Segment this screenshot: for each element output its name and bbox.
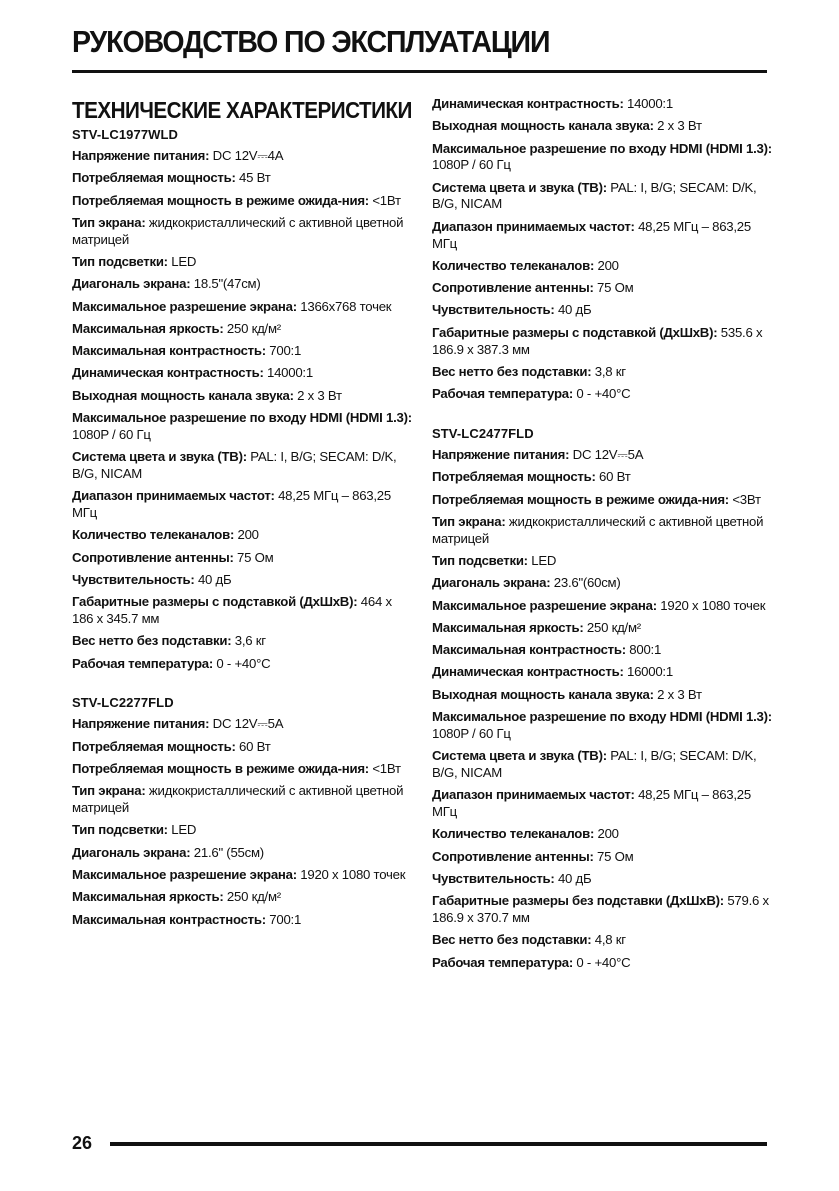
spec-value: DC 12V⎓5A — [209, 716, 284, 732]
spec-label: Максимальное разрешение экрана: — [72, 867, 297, 882]
spec-label: Диапазон принимаемых частот: — [432, 218, 635, 234]
spec-value: LED — [527, 552, 557, 568]
spec-row — [432, 514, 772, 548]
spec-row — [432, 469, 772, 486]
spec-value: жидкокристаллический с активной цветной матрицей — [72, 214, 404, 247]
header-divider — [72, 70, 767, 73]
spec-label: Выходная мощность канала звука: — [72, 387, 294, 403]
spec-value: 40 дБ — [554, 302, 592, 318]
spec-row — [432, 302, 772, 319]
spec-value: 1080P / 60 Гц — [432, 157, 511, 173]
spec-value: 16000:1 — [623, 664, 673, 680]
spec-value: 2 х 3 Вт — [653, 686, 702, 702]
spec-label: Максимальное разрешение по входу HDMI (HDMI 1.3): — [432, 140, 772, 156]
spec-label: Динамическая контрастность: — [72, 365, 264, 381]
spec-value: 60 Вт — [595, 469, 631, 485]
footer-divider — [110, 1142, 767, 1146]
spec-row — [72, 299, 412, 316]
spec-row — [432, 258, 772, 275]
spec-label: Потребляемая мощность в режиме ожида-ния: — [72, 761, 369, 777]
spec-label: Габаритные размеры без подставки (ДхШхВ): — [432, 893, 724, 909]
spec-label: Диапазон принимаемых частот: — [72, 488, 275, 504]
spec-label: Максимальная яркость: — [72, 320, 224, 336]
spec-value: жидкокристаллический с активной цветной матрицей — [432, 513, 764, 546]
right-column — [432, 96, 772, 977]
spec-row — [72, 388, 412, 405]
spec-row — [432, 492, 772, 509]
spec-value: 75 Ом — [593, 848, 634, 864]
spec-value: 21.6" (55см) — [190, 844, 264, 860]
spec-row — [432, 598, 772, 615]
spec-row — [432, 575, 772, 592]
spec-row — [432, 955, 772, 972]
spec-label: Динамическая контрастность: — [432, 664, 624, 680]
spec-row — [72, 912, 412, 929]
spec-label: Габаритные размеры с подставкой (ДхШхВ): — [432, 324, 718, 340]
spec-row — [432, 325, 772, 359]
spec-row — [432, 893, 772, 927]
spec-row — [72, 550, 412, 567]
spec-value: 579.6 x 186.9 x 370.7 мм — [432, 893, 769, 925]
spec-row — [432, 642, 772, 659]
spec-value: 3,8 кг — [591, 363, 626, 379]
spec-label: Рабочая температура: — [72, 655, 213, 671]
spec-label: Максимальное разрешение по входу HDMI (HDMI 1.3): — [72, 410, 412, 426]
spec-value: 1920 x 1080 точек — [296, 867, 406, 882]
spec-list — [432, 447, 772, 971]
spec-row — [72, 449, 412, 483]
spec-row — [432, 664, 772, 681]
spec-label: Сопротивление антенны: — [432, 848, 594, 864]
spec-row — [72, 254, 412, 271]
spec-value: 250 кд/м² — [583, 619, 641, 635]
spec-label: Напряжение питания: — [72, 716, 210, 732]
spec-label: Количество телеканалов: — [432, 257, 595, 273]
spec-value: 45 Вт — [235, 170, 271, 186]
spec-value: 23.6"(60см) — [550, 575, 621, 591]
spec-label: Потребляемая мощность: — [72, 738, 236, 754]
spec-value: 250 кд/м² — [223, 889, 281, 905]
spec-label: Сопротивление антенны: — [72, 549, 234, 565]
spec-row — [432, 118, 772, 135]
spec-row — [72, 867, 412, 884]
spec-row — [432, 141, 772, 175]
spec-label: Тип экрана: — [72, 783, 146, 799]
spec-row — [72, 739, 412, 756]
spec-value: 200 — [234, 527, 259, 543]
spec-row — [72, 488, 412, 522]
spec-value: 40 дБ — [194, 571, 232, 587]
spec-label: Максимальное разрешение по входу HDMI (HDMI 1.3): — [432, 709, 772, 725]
spec-label: Максимальное разрешение экрана: — [72, 298, 297, 314]
spec-label: Максимальная контрастность: — [72, 911, 266, 927]
spec-label: Потребляемая мощность в режиме ожида-ния: — [72, 192, 369, 208]
spec-value: 2 х 3 Вт — [653, 118, 702, 134]
spec-value: 250 кд/м² — [223, 320, 281, 336]
spec-label: Вес нетто без подставки: — [432, 932, 592, 948]
spec-value: PAL: I, B/G; SECAM: D/K, B/G, NICAM — [432, 179, 757, 212]
spec-value: 0 - +40°С — [212, 655, 271, 671]
spec-value: LED — [167, 253, 197, 269]
spec-row — [72, 656, 412, 673]
spec-row — [72, 343, 412, 360]
spec-row — [432, 280, 772, 297]
spec-value: PAL: I, B/G; SECAM: D/K, B/G, NICAM — [432, 748, 757, 780]
spec-label: Сопротивление антенны: — [432, 280, 594, 296]
left-column — [72, 92, 412, 934]
spec-label: Вес нетто без подставки: — [72, 633, 232, 649]
spec-value: 464 x 186 x 345.7 мм — [72, 594, 392, 627]
spec-row — [432, 826, 772, 843]
spec-label: Диапазон принимаемых частот: — [432, 787, 635, 803]
spec-label: Система цвета и звука (ТВ): — [432, 748, 607, 764]
spec-label: Чувствительность: — [72, 571, 195, 587]
spec-row — [72, 822, 412, 839]
spec-value: 0 - +40°С — [572, 954, 631, 970]
spec-value: 60 Вт — [235, 738, 271, 754]
spec-label: Диагональ экрана: — [72, 844, 191, 860]
spec-value: 1080P / 60 Гц — [432, 725, 511, 741]
spec-row — [432, 219, 772, 253]
spec-label: Рабочая температура: — [432, 386, 573, 402]
spec-value: 535.6 x 186.9 x 387.3 мм — [432, 324, 763, 357]
spec-row — [432, 932, 772, 949]
spec-label: Система цвета и звука (ТВ): — [432, 179, 607, 195]
section-title: ТЕХНИЧЕСКИЕ ХАРАКТЕРИСТИКИ — [72, 97, 412, 123]
model-name: STV-LC2477FLD — [432, 425, 534, 441]
spec-label: Вес нетто без подставки: — [432, 363, 592, 379]
spec-row — [72, 215, 412, 249]
spec-value: PAL: I, B/G; SECAM: D/K, B/G, NICAM — [72, 449, 397, 481]
spec-row — [432, 364, 772, 381]
spec-row — [72, 170, 412, 187]
spec-label: Максимальная яркость: — [72, 889, 224, 905]
spec-row — [432, 687, 772, 704]
spec-value: 3,6 кг — [231, 633, 266, 649]
spec-row — [72, 365, 412, 382]
spec-row — [72, 761, 412, 778]
spec-value: 75 Ом — [593, 280, 634, 296]
spec-label: Потребляемая мощность: — [432, 469, 596, 485]
spec-row — [72, 594, 412, 628]
spec-label: Диагональ экрана: — [72, 276, 191, 292]
spec-label: Потребляемая мощность в режиме ожида-ния: — [432, 491, 729, 507]
spec-row — [72, 633, 412, 650]
spec-label: Максимальное разрешение экрана: — [432, 597, 657, 613]
spec-label: Рабочая температура: — [432, 954, 573, 970]
spec-value: 14000:1 — [623, 96, 673, 111]
spec-row — [72, 845, 412, 862]
spec-value: 48,25 МГц – 863,25 МГц — [72, 488, 391, 521]
spec-value: 18.5"(47см) — [190, 276, 261, 292]
spec-label: Тип экрана: — [432, 513, 506, 529]
spec-label: Напряжение питания: — [72, 148, 210, 163]
spec-row — [432, 620, 772, 637]
spec-label: Максимальная контрастность: — [432, 642, 626, 658]
spec-value: 1080P / 60 Гц — [72, 426, 151, 442]
spec-label: Чувствительность: — [432, 302, 555, 318]
spec-value: 0 - +40°С — [572, 386, 631, 402]
spec-label: Габаритные размеры с подставкой (ДхШхВ): — [72, 594, 358, 610]
spec-value: 700:1 — [265, 343, 302, 359]
spec-row — [72, 276, 412, 293]
spec-value: 200 — [594, 257, 619, 273]
spec-value: <1Вт — [368, 761, 401, 777]
spec-value: 1920 x 1080 точек — [656, 597, 766, 613]
spec-row — [432, 553, 772, 570]
spec-row — [72, 889, 412, 906]
spec-row — [432, 96, 772, 113]
page-header-title: РУКОВОДСТВО ПО ЭКСПЛУАТАЦИИ — [72, 24, 550, 59]
spec-value: жидкокристаллический с активной цветной матрицей — [72, 783, 404, 816]
spec-value: 200 — [594, 826, 619, 842]
spec-value: <1Вт — [368, 192, 401, 208]
spec-label: Потребляемая мощность: — [72, 170, 236, 186]
spec-list — [432, 96, 772, 403]
spec-value: <3Вт — [728, 491, 761, 507]
spec-list — [72, 148, 412, 672]
spec-row — [72, 321, 412, 338]
spec-value: 48,25 МГц – 863,25 МГц — [432, 787, 751, 819]
spec-label: Динамическая контрастность: — [432, 96, 624, 111]
spec-row — [72, 410, 412, 444]
spec-row — [432, 849, 772, 866]
spec-value: DC 12V⎓5A — [569, 446, 644, 462]
spec-label: Выходная мощность канала звука: — [432, 686, 654, 702]
spec-label: Количество телеканалов: — [432, 826, 595, 842]
spec-row — [72, 193, 412, 210]
spec-row — [432, 748, 772, 782]
spec-label: Тип подсветки: — [72, 822, 168, 838]
spec-value: 40 дБ — [554, 870, 592, 886]
spec-value: 48,25 МГц – 863,25 МГц — [432, 218, 751, 251]
spec-row — [432, 386, 772, 403]
spec-label: Количество телеканалов: — [72, 527, 235, 543]
spec-label: Чувствительность: — [432, 870, 555, 886]
spec-label: Напряжение питания: — [432, 446, 570, 462]
model-name: STV-LC2277FLD — [72, 695, 174, 711]
spec-list — [72, 716, 412, 928]
model-name: STV-LC1977WLD — [72, 127, 179, 142]
spec-row — [432, 180, 772, 214]
spec-label: Диагональ экрана: — [432, 575, 551, 591]
spec-label: Система цвета и звука (ТВ): — [72, 449, 247, 465]
spec-row — [72, 716, 412, 733]
spec-row — [72, 527, 412, 544]
spec-value: DC 12V⎓4A — [209, 148, 284, 163]
spec-row — [432, 447, 772, 464]
spec-label: Максимальная яркость: — [432, 619, 584, 635]
spec-label: Выходная мощность канала звука: — [432, 118, 654, 134]
page-number: 26 — [72, 1133, 93, 1153]
spec-value: 700:1 — [265, 911, 302, 927]
spec-label: Максимальная контрастность: — [72, 343, 266, 359]
spec-value: 75 Ом — [233, 549, 274, 565]
spec-label: Тип экрана: — [72, 214, 146, 230]
spec-label: Тип подсветки: — [432, 552, 528, 568]
spec-label: Тип подсветки: — [72, 253, 168, 269]
spec-row — [72, 783, 412, 817]
spec-value: 2 х 3 Вт — [293, 387, 342, 403]
spec-row — [432, 709, 772, 743]
spec-value: 14000:1 — [263, 365, 313, 381]
spec-value: 1366x768 точек — [296, 298, 392, 314]
spec-row — [72, 148, 412, 165]
spec-value: 800:1 — [625, 642, 662, 658]
spec-value: 4,8 кг — [591, 932, 626, 948]
spec-row — [72, 572, 412, 589]
spec-value: LED — [167, 822, 197, 838]
spec-row — [432, 871, 772, 888]
spec-row — [432, 787, 772, 821]
